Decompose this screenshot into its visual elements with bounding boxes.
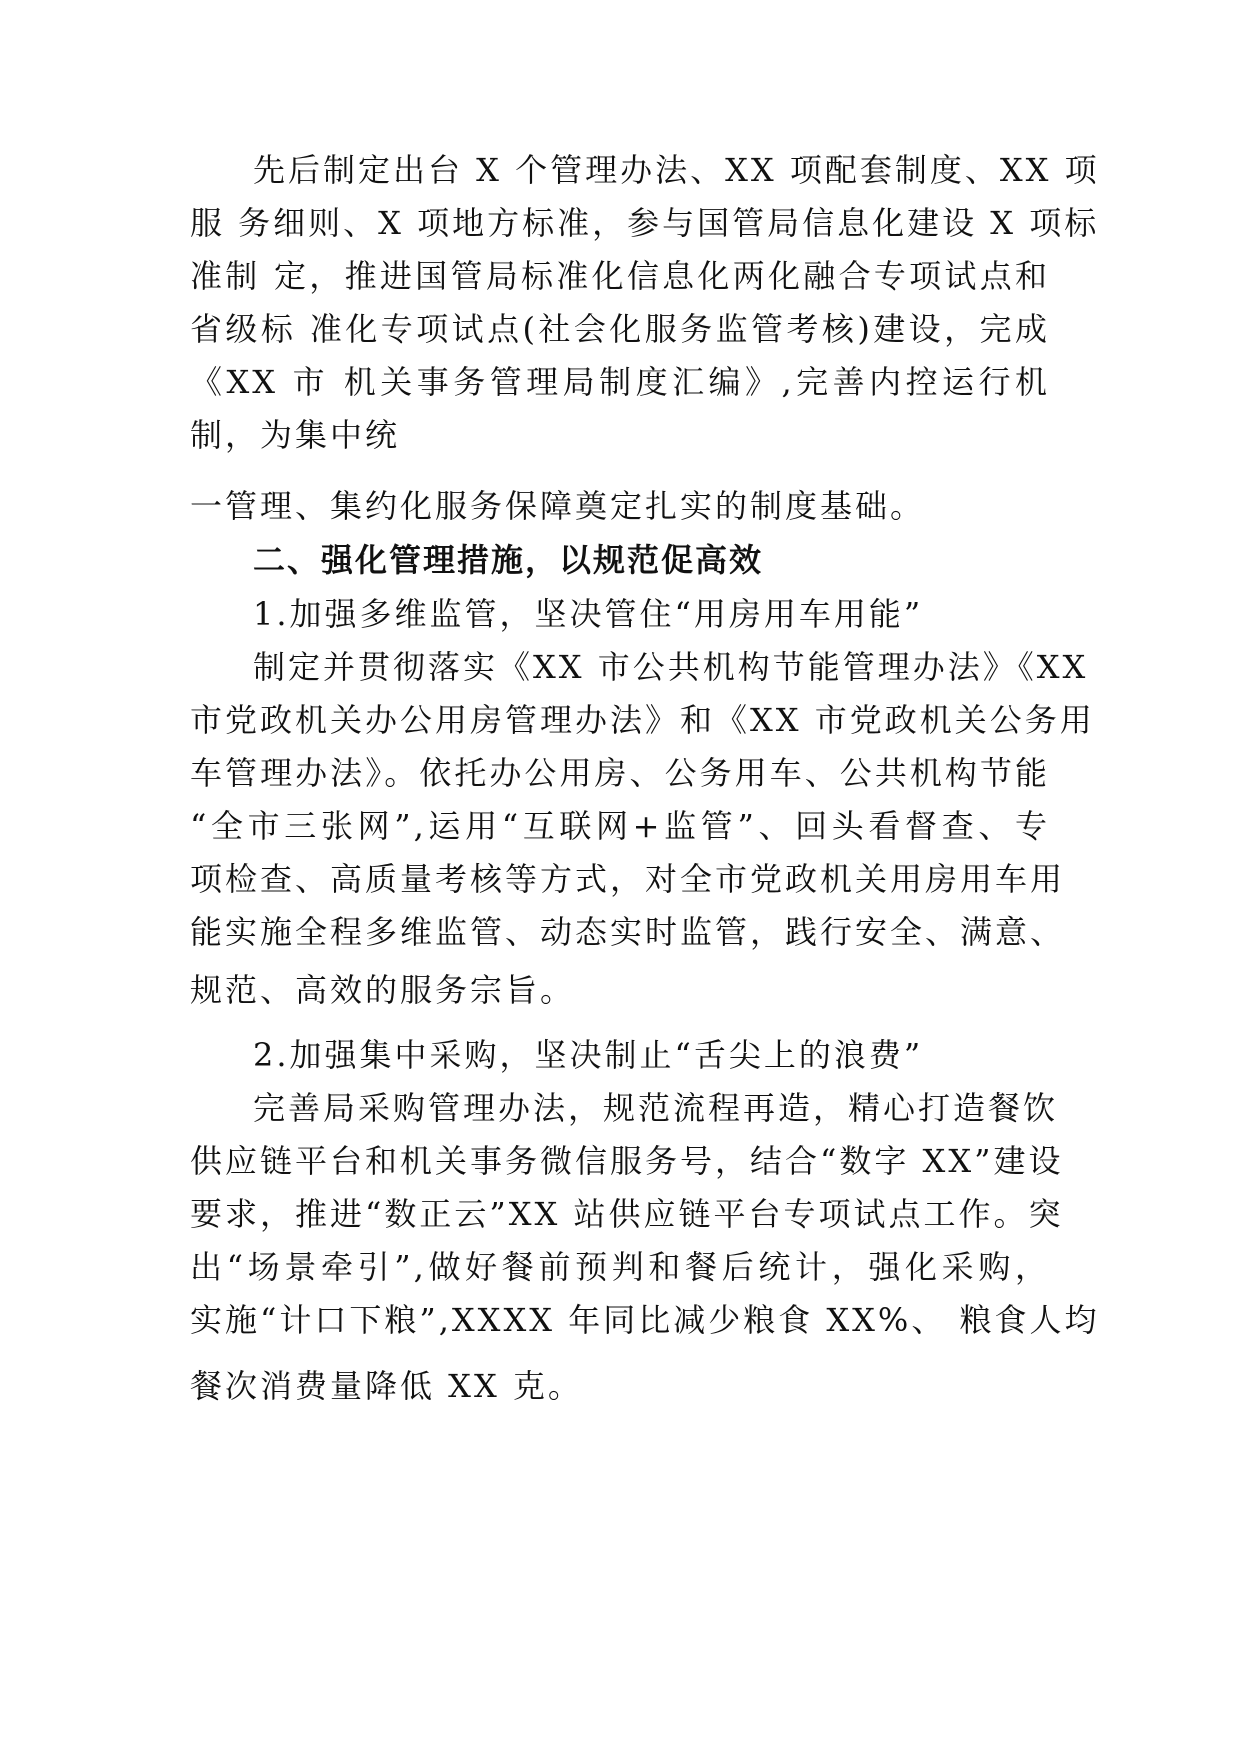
paragraph-line: 车管理办法》。依托办公用房、公务用车、公共机构节能: [190, 754, 1050, 792]
paragraph-line: 餐次消费量降低 XX 克。: [190, 1367, 583, 1405]
paragraph-line: 市党政机关办公用房管理办法》和《XX 市党政机关公务用: [190, 701, 1095, 739]
paragraph-line: 规范、高效的服务宗旨。: [190, 971, 576, 1009]
section-heading: 二、强化管理措施，以规范促高效: [253, 541, 764, 579]
paragraph-line: 能实施全程多维监管、动态实时监管，践行安全、满意、: [190, 913, 1066, 951]
paragraph-line: 制，为集中统: [190, 416, 401, 454]
paragraph-line: 服 务细则、X 项地方标准，参与国管局信息化建设 X 项标: [190, 204, 1100, 242]
paragraph-line: “全市三张网”,运用“互联网+监管”、回头看督查、专: [190, 807, 1050, 845]
paragraph-line: 省级标 准化专项试点(社会化服务监管考核)建设，完成: [190, 310, 1050, 348]
paragraph-line: 《XX 市 机关事务管理局制度汇编》,完善内控运行机: [190, 363, 1050, 401]
item-title: 2.加强集中采购，坚决制止“舌尖上的浪费”: [253, 1036, 924, 1074]
paragraph-line: 完善局采购管理办法，规范流程再造，精心打造餐饮: [253, 1089, 1059, 1127]
paragraph-line: 出“场景牵引”,做好餐前预判和餐后统计，强化采购，: [190, 1248, 1050, 1286]
paragraph-line: 制定并贯彻落实《XX 市公共机构节能管理办法》《XX: [253, 648, 1089, 686]
paragraph-line: 准制 定，推进国管局标准化信息化两化融合专项试点和: [190, 257, 1050, 295]
paragraph-line: 要求，推进“数正云”XX 站供应链平台专项试点工作。突: [190, 1195, 1064, 1233]
item-title: 1.加强多维监管，坚决管住“用房用车用能”: [253, 595, 924, 633]
paragraph-line: 实施“计口下粮”,XXXX 年同比减少粮食 XX%、 粮食人均: [190, 1301, 1100, 1339]
paragraph-line: 供应链平台和机关事务微信服务号，结合“数字 XX”建设: [190, 1142, 1064, 1180]
paragraph-line: 项检查、高质量考核等方式，对全市党政机关用房用车用: [190, 860, 1066, 898]
paragraph-line: 一管理、集约化服务保障奠定扎实的制度基础。: [190, 487, 926, 525]
paragraph-line: 先后制定出台 X 个管理办法、XX 项配套制度、XX 项: [253, 151, 1100, 189]
